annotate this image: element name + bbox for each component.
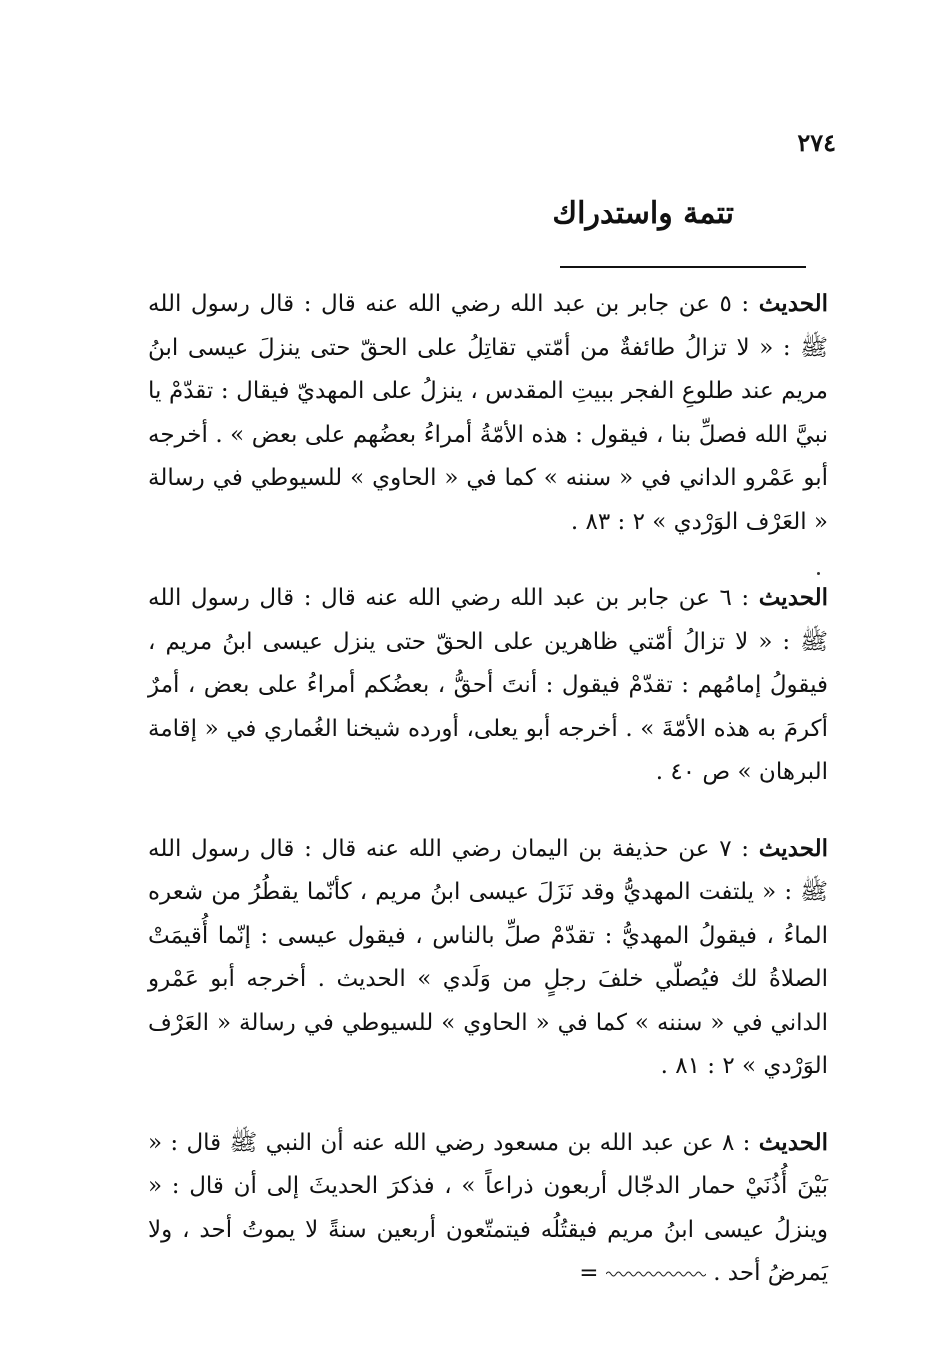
hadith-label: الحديث — [758, 290, 829, 317]
hadith-7-paragraph — [148, 827, 828, 1089]
hadith-label: الحديث — [758, 1128, 829, 1156]
hadith-label: الحديث — [758, 584, 829, 611]
hadith-text: : ٨ عن عبد الله بن مسعود رضي الله عنه أن النبي ﷺ قال : « بَيْنَ أُذُنَيْ حمار الدجّال أربعون ذراعاً » ، فذكرَ الحديثَ إلى أن قال : « وينزلُ عيسى ابنُ مريم فيقتُلُه فيتمتّعون أربعين سنةً لا يموتُ أحد ، ولا يَمرضُ أحد . — [148, 1129, 828, 1286]
title-divider — [560, 266, 806, 268]
continuation-mark: = — [579, 1260, 599, 1286]
hadith-text: : ٦ عن جابر بن عبد الله رضي الله عنه قال : قال رسول الله ﷺ : « لا تزالُ أمّتي ظاهرين على الحقّ حتى ينزل عيسى ابنُ مريم ، فيقولُ إمامُهم : تقدّمْ فيقول : أنتَ أحقُّ ، بعضُكم أمراءُ على بعض ، أمرٌ أكرمَ به هذه الأمّةَ » . أخرجه أبو يعلى، أورده شيخنا الغُماري في « إقامة البرهان » ص ٤٠ . — [148, 585, 828, 785]
wavy-line-mark — [606, 1269, 706, 1279]
hadith-6-paragraph — [148, 576, 828, 795]
hadith-text: : ٧ عن حذيفة بن اليمان رضي الله عنه قال : قال رسول الله ﷺ : « يلتفت المهديُّ وقد نَزَلَ عيسى ابنُ مريم ، كأنّما يقطُرُ من شعره الماءُ ، فيقولُ المهديُّ : تقدّمْ صلِّ بالناس ، فيقول عيسى : إنّما أُقيمَتْ الصلاةُ لك فيُصلّي خلفَ رجلٍ من وَلَدي » الحديث . أخرجه أبو عَمْرو الداني في « سننه » كما في « الحاوي » للسيوطي في رسالة « العَرْف الوَرْدي » ٢ : ٨١ . — [148, 835, 828, 1079]
page-number: ٢٧٤ — [797, 128, 836, 157]
hadith-5-paragraph — [148, 282, 828, 544]
body-text — [148, 282, 828, 1328]
hadith-8-paragraph — [148, 1121, 828, 1296]
section-title: تتمة واستدراك — [552, 196, 734, 231]
hadith-label: الحديث — [758, 834, 828, 862]
hadith-text: : ٥ عن جابر بن عبد الله رضي الله عنه قال : قال رسول الله ﷺ : « لا تزالُ طائفةٌ من أمّتي تقاتِلُ على الحقّ حتى ينزلَ عيسى ابنُ مريم عند طلوعِ الفجر ببيتِ المقدس ، ينزلُ على المهديّ فيقال : تقدّمْ يا نبيَّ الله فصلِّ بنا ، فيقول : هذه الأمّةُ أمراءُ بعضُهم على بعض » . أخرجه أبو عَمْرو الداني في « سننه » كما في « الحاوي » للسيوطي في رسالة « العَرْف الوَرْدي » ٢ : ٨٣ . — [148, 291, 828, 535]
